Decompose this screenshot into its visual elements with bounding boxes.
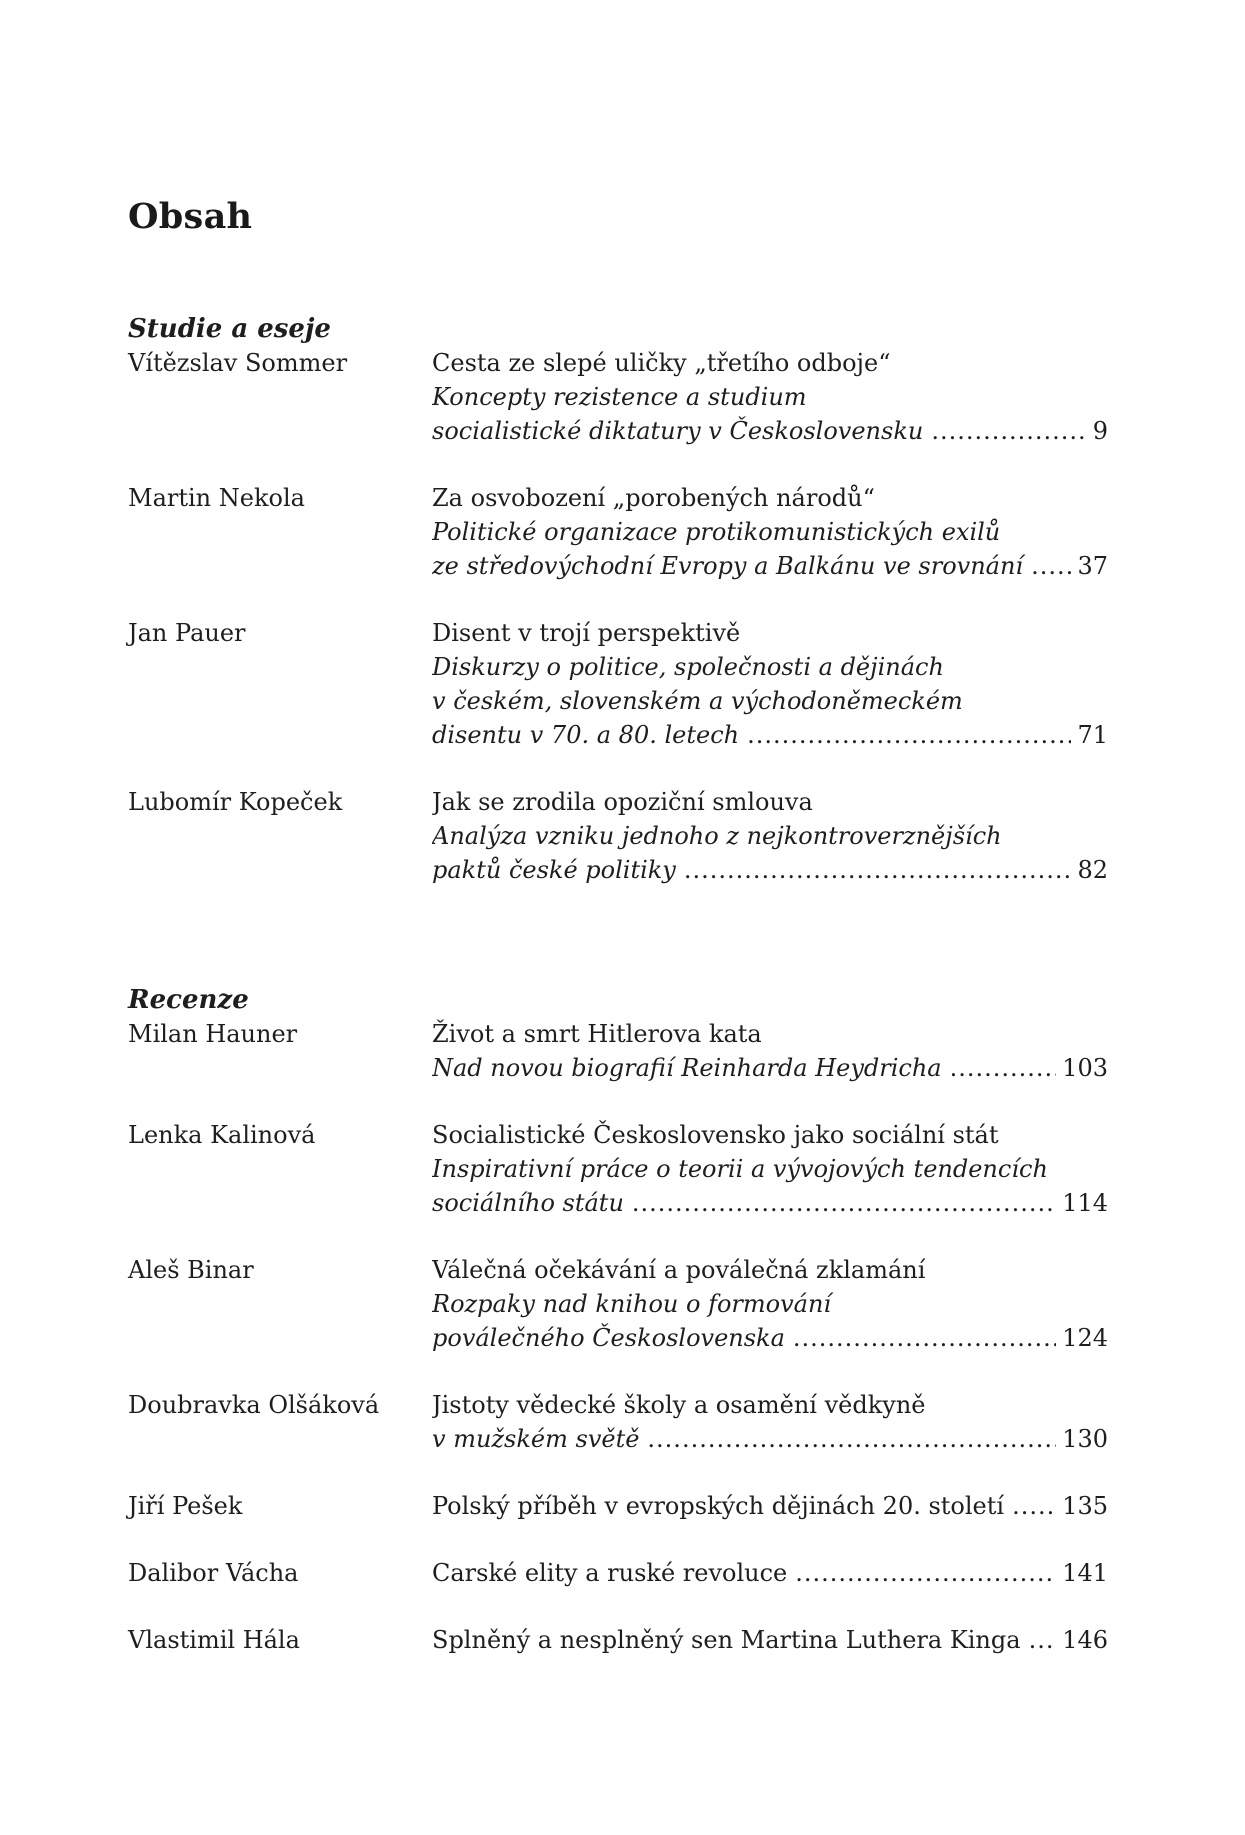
entry-title: [432, 1556, 1108, 1590]
entry-title: Disent v trojí perspektivě: [432, 619, 741, 647]
dot-leader: [1031, 549, 1071, 583]
page-number: 103: [1062, 1054, 1108, 1082]
entry-title-block: [432, 1489, 1108, 1523]
entry-title: Život a smrt Hitlerova kata: [432, 1020, 762, 1048]
dot-leader: [1012, 1489, 1056, 1523]
toc-section-reviews: [128, 983, 1108, 1654]
dot-leader: [747, 718, 1071, 752]
entry-title: Válečná očekávání a poválečná zklamání: [432, 1256, 926, 1284]
dot-leader: [684, 853, 1072, 887]
entry-subtitle-line: v českém, slovenském a východoněmeckém: [432, 687, 963, 715]
entry-author: Jan Pauer: [128, 619, 246, 647]
entry-title-block: [432, 1253, 1108, 1355]
entry-title: Jistoty vědecké školy a osamění vědkyně: [432, 1391, 926, 1419]
section-title: Studie a eseje: [128, 314, 331, 344]
dot-leader: [793, 1321, 1056, 1355]
entry-subtitle-line: Diskurzy o politice, společnosti a dějinách: [432, 653, 944, 681]
entry-subtitle-line: [432, 1321, 1108, 1355]
entry-title-text: Splněný a nesplněný sen Martina Luthera Kinga: [432, 1626, 1021, 1654]
entry-subtitle-line: [432, 718, 1108, 752]
entry-title: Cesta ze slepé uličky „třetího odboje“: [432, 349, 891, 377]
entry-subtitle-line: [432, 414, 1108, 448]
dot-leader: [950, 1051, 1057, 1085]
page-number: 114: [1062, 1189, 1108, 1217]
entry-title: [432, 1623, 1108, 1657]
page-number: 9: [1092, 417, 1108, 445]
entry-author: Vlastimil Hála: [128, 1626, 300, 1654]
entry-subtitle-line: Politické organizace protikomunistických exilů: [432, 518, 1001, 546]
entry-subtitle-line: [432, 549, 1108, 583]
entry-author: Milan Hauner: [128, 1020, 298, 1048]
entry-author: Jiří Pešek: [128, 1492, 243, 1520]
entry-title: Za osvobození „porobených národů“: [432, 484, 875, 512]
entry-subtitle-line: [432, 1051, 1108, 1085]
entry-subtitle-line: [432, 853, 1108, 887]
entry-subtitle-line: Analýza vzniku jednoho z nejkontroverznějších: [432, 822, 1002, 850]
page-number: 146: [1062, 1626, 1108, 1654]
entry-subtitle-text: socialistické diktatury v Československu: [432, 417, 924, 445]
entry-author: Vítězslav Sommer: [128, 349, 348, 377]
page-number: 82: [1077, 856, 1108, 884]
page-number: 141: [1062, 1559, 1108, 1587]
entry-title-block: [432, 1017, 1108, 1085]
entry-author: Doubravka Olšáková: [128, 1391, 380, 1419]
entry-title: [432, 1489, 1108, 1523]
entry-title-block: [432, 616, 1108, 752]
entry-author: Lenka Kalinová: [128, 1121, 316, 1149]
section-title: Recenze: [128, 985, 249, 1015]
dot-leader: [1029, 1623, 1057, 1657]
page-number: 135: [1062, 1492, 1108, 1520]
entry-subtitle-line: Koncepty rezistence a studium: [432, 383, 807, 411]
page-number: 130: [1062, 1425, 1108, 1453]
entry-title-block: [432, 1118, 1108, 1220]
entry-subtitle-text: v mužském světě: [432, 1425, 640, 1453]
entry-subtitle-line: [432, 1186, 1108, 1220]
dot-leader: [931, 414, 1086, 448]
entry-subtitle-text: ze středovýchodní Evropy a Balkánu ve srovnání: [432, 552, 1024, 580]
dot-leader: [632, 1186, 1056, 1220]
entry-subtitle-text: paktů české politiky: [432, 856, 676, 884]
entry-author: Dalibor Vácha: [128, 1559, 299, 1587]
entry-subtitle-text: Nad novou biografií Reinharda Heydricha: [432, 1054, 942, 1082]
page-number: 37: [1077, 552, 1108, 580]
entry-title-text: Carské elity a ruské revoluce: [432, 1559, 788, 1587]
entry-subtitle-line: Rozpaky nad knihou o formování: [432, 1290, 832, 1318]
page-title: Obsah: [128, 196, 253, 237]
entry-subtitle-line: [432, 1422, 1108, 1456]
entry-title-block: [432, 1388, 1108, 1456]
entry-title-block: [432, 1623, 1108, 1657]
toc-section-studies: [128, 312, 1108, 884]
entry-title-block: [432, 1556, 1108, 1590]
page-number: 124: [1062, 1324, 1108, 1352]
entry-title-block: [432, 481, 1108, 583]
entry-title: Socialistické Československo jako sociální stát: [432, 1121, 999, 1149]
entry-subtitle-text: disentu v 70. a 80. letech: [432, 721, 740, 749]
entry-subtitle-line: Inspirativní práce o teorii a vývojových tendencích: [432, 1155, 1048, 1183]
entry-author: Martin Nekola: [128, 484, 305, 512]
entry-author: Lubomír Kopeček: [128, 788, 343, 816]
dot-leader: [795, 1556, 1056, 1590]
entry-title-text: Polský příběh v evropských dějinách 20. století: [432, 1492, 1005, 1520]
dot-leader: [647, 1422, 1056, 1456]
page-number: 71: [1077, 721, 1108, 749]
entry-title-block: [432, 346, 1108, 448]
entry-author: Aleš Binar: [128, 1256, 254, 1284]
entry-title: Jak se zrodila opoziční smlouva: [432, 788, 813, 816]
entry-subtitle-text: sociálního státu: [432, 1189, 624, 1217]
entry-title-block: [432, 785, 1108, 887]
entry-subtitle-text: poválečného Československa: [432, 1324, 785, 1352]
